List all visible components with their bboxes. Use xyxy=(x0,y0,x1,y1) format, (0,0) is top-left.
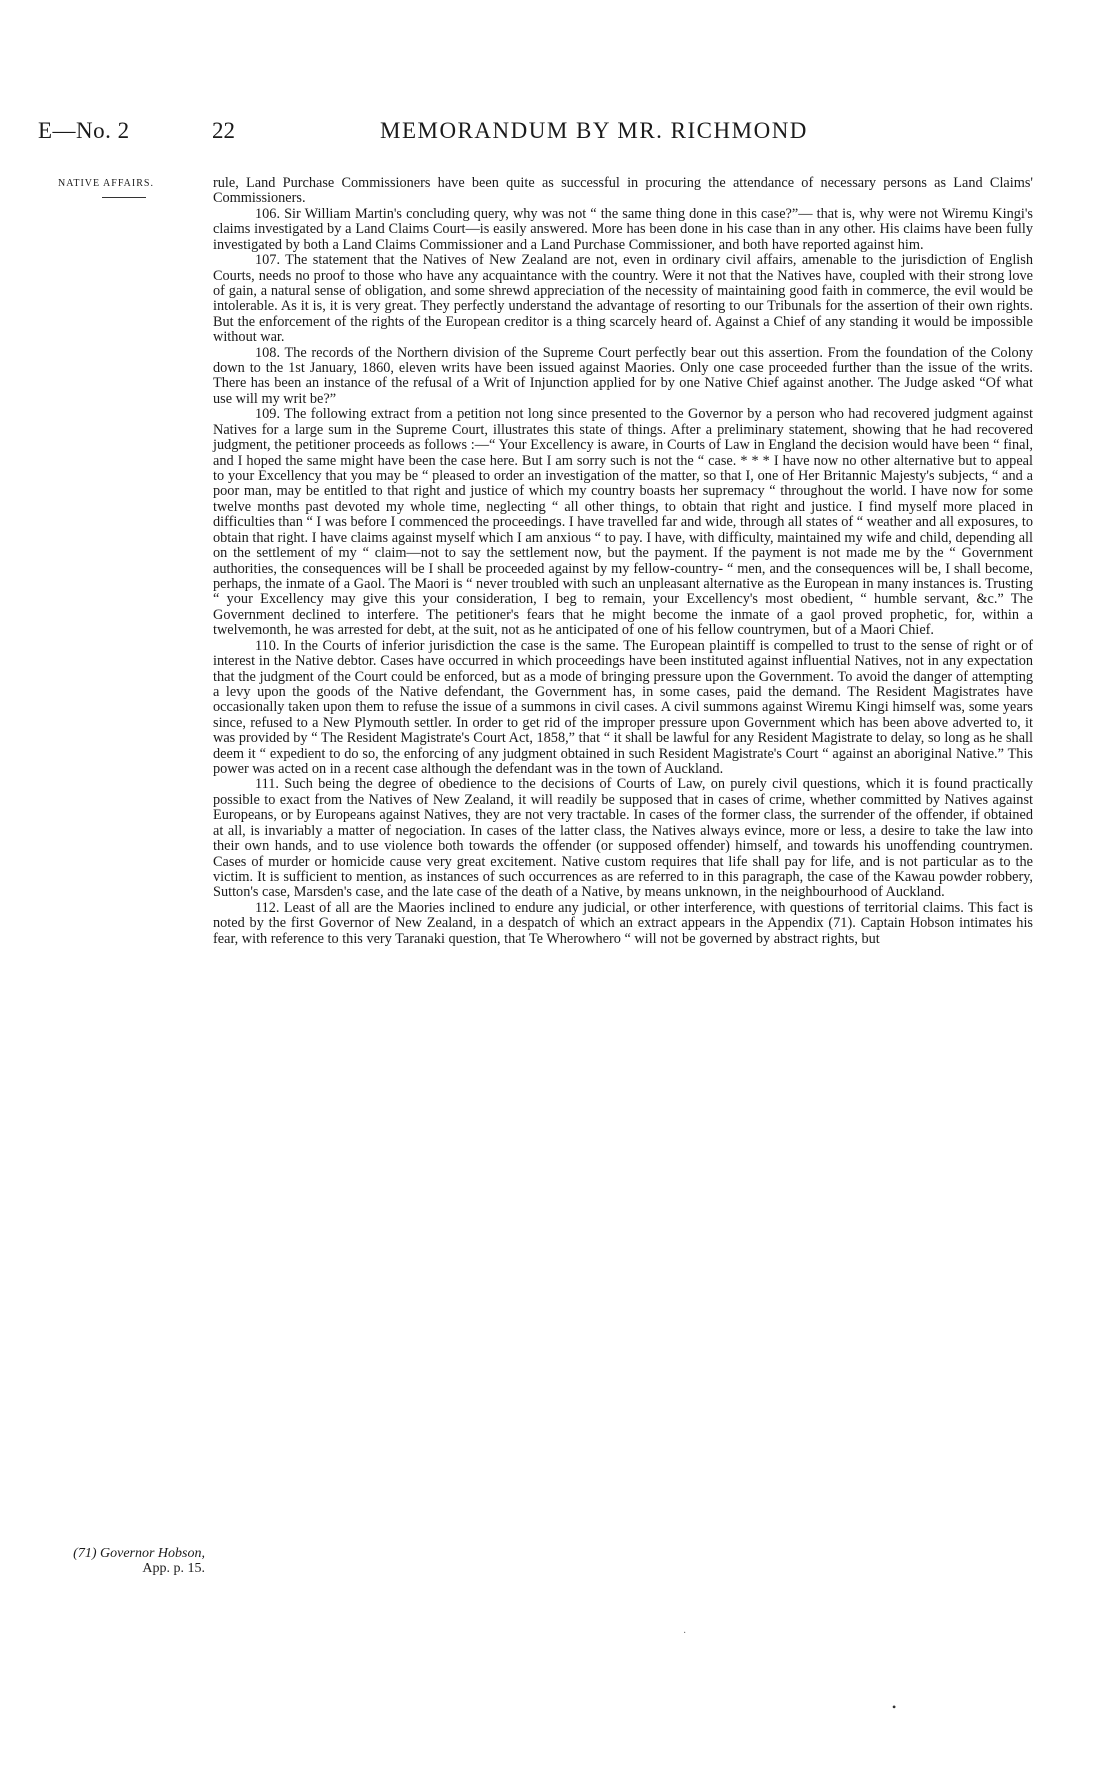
margin-note-title: (71) Governor Hobson, xyxy=(73,1546,205,1561)
document-body xyxy=(213,176,1033,947)
margin-note-page: App. p. 15. xyxy=(142,1561,205,1577)
document-reference: E—No. 2 xyxy=(38,118,130,143)
paragraph-107: 107. The statement that the Natives of New Zealand are not, even in ordinary civil affairs, amenable to the jurisdiction of English Courts, needs no proof to those who have any acquaintance with the country. Were it not that the Natives have, coupled with their strong love of gain, a natural sense of obligation, and some shrewd appreciation of the necessity of maintaining good faith in commerce, the evil would be intolerable. As it is, it is very great. They perfectly understand the advantage of resorting to our Tribunals for the assertion of their own rights. But the enforcement of the rights of the European creditor is a thing scarcely heard of. Against a Chief of any standing it would be impossible without war. xyxy=(213,252,1033,346)
paragraph-109: 109. The following extract from a petition not long since presented to the Governor by a person who had recovered judgment against Natives for a large sum in the Supreme Court, illustrates this state of things. After a preliminary statement, showing that he had recovered judgment, the petitioner proceeds as follows :—“ Your Excellency is aware, in Courts of Law in England the decision would have been “ final, and I hoped the same might have been the case here. But I am sorry such is not the “ case. * * * I have now no other alternative but to appeal to your Excellency that you may be “ pleased to order an investigation of the matter, so that I, one of Her Britannic Majesty's subjects, “ and a poor man, may be entitled to that right and justice of which my country boasts her supremacy “ throughout the world. I have now for some twelve months past devoted my whole time, neglecting “ all other things, to obtain that right and justice. I find myself more placed in difficulties than “ I was before I commenced the proceedings. I have travelled far and wide, through all states of “ weather and all exposures, to obtain that right. I have claims against myself which I am anxious “ to pay. I have, with difficulty, maintained my wife and child, depending all on the settlement of my “ claim—not to say the settlement now, but the payment. If the payment is not made me by the “ Government authorities, the consequences will be I shall be proceeded against by my fellow-country- “ men, and the consequences will be, I shall become, perhaps, the inmate of a Gaol. The Maori is “ never troubled with such an unpleasant alternative as the European in many instances is. Trusting “ your Excellency may give this your consideration, I beg to remain, your Excellency's most obedient, “ humble servant, &c.” The Government declined to interfere. The petitioner's fears that he might become the inmate of a gaol proved prophetic, for, within a twelvemonth, he was arrested for debt, at the suit, not as he anticipated of one of his fellow countrymen, but of a Maori Chief. xyxy=(213,406,1033,639)
page-title: MEMORANDUM BY MR. RICHMOND xyxy=(380,118,808,143)
paragraph-110: 110. In the Courts of inferior jurisdiction the case is the same. The European plaintiff is compelled to trust to the sense of right or of interest in the Native debtor. Cases have occurred in which proceedings have been instituted against influential Natives, not in any expectation that the judgment of the Court could be enforced, but as a mode of bringing pressure upon the Government. To avoid the danger of attempting a levy upon the goods of the Native defendant, the Government has, in some cases, paid the demand. The Resident Magistrates have occasionally taken upon them to refuse the issue of a summons in civil cases. A civil summons against Wiremu Kingi himself was, some years since, refused to a New Plymouth settler. In order to get rid of the improper pressure upon Government which has been above adverted to, it was provided by “ The Resident Magistrate's Court Act, 1858,” that “ it shall be lawful for any Resident Magistrate to delay, so long as he shall deem it “ expedient to do so, the enforcing of any judgment obtained in such Resident Magistrate's Court “ against an aboriginal Native.” This power was acted on in a recent case although the defendant was in the town of Auckland. xyxy=(213,637,1033,778)
paragraph-112: 112. Least of all are the Maories inclined to endure any judicial, or other interference, with questions of territorial claims. This fact is noted by the first Governor of New Zealand, in a despatch of which an extract appears in the Appendix (71). Captain Hobson intimates his fear, with reference to this very Taranaki question, that Te Wherowhero “ will not be governed by abstract rights, but xyxy=(213,899,1033,947)
margin-divider xyxy=(102,197,146,198)
page-header xyxy=(0,118,1114,158)
paragraph-106: 106. Sir William Martin's concluding query, why was not “ the same thing done in this case?”— that is, why were not Wiremu Kingi's claims investigated by a Land Claims Court—is easily answered. More has been done in his case than in any other. His claims have been fully investigated by both a Land Claims Commissioner and a Land Purchase Commissioner, and both have reported against him. xyxy=(213,205,1033,253)
paragraph-111: 111. Such being the degree of obedience to the decisions of Courts of Law, on purely civil questions, which it is found practically possible to exact from the Natives of New Zealand, it will readily be supposed that in cases of crime, whether committed by Natives against Europeans, or by Europeans against Natives, they are not very tractable. In cases of the former class, the surrender of the offender, if obtained at all, is invariably a matter of negociation. In cases of the latter class, the Natives always evince, more or less, a desire to take the law into their own hands, and to use violence both towards the offender (or supposed offender) himself, and towards his unoffending countrymen. Cases of murder or homicide cause very great excitement. Native custom requires that life shall pay for life, and is not particular as to the victim. It is sufficient to mention, as instances of such occurrences as are referred to in this paragraph, the case of the Kawau powder robbery, Sutton's case, Marsden's case, and the late case of the death of a Native, by means unknown, in the neighbourhood of Auckland. xyxy=(213,776,1033,901)
scan-speck: • xyxy=(892,1700,897,1714)
page-number: 22 xyxy=(212,118,235,143)
margin-section-label: NATIVE AFFAIRS. xyxy=(58,178,154,189)
margin-note-reference xyxy=(30,1546,205,1577)
paragraph-continuation: rule, Land Purchase Commissioners have been quite as successful in procuring the attendance of necessary persons as Land Claims' Commissioners. xyxy=(213,175,1033,207)
scan-speck: · xyxy=(683,1628,687,1639)
paragraph-108: 108. The records of the Northern division of the Supreme Court perfectly bear out this assertion. From the foundation of the Colony down to the 1st January, 1860, eleven writs have been issued against Maories. Only one case proceeded further than the issue of the writs. There has been an instance of the refusal of a Writ of Injunction applied for by one Native Chief against another. The Judge asked “Of what use will my writ be?” xyxy=(213,344,1033,407)
